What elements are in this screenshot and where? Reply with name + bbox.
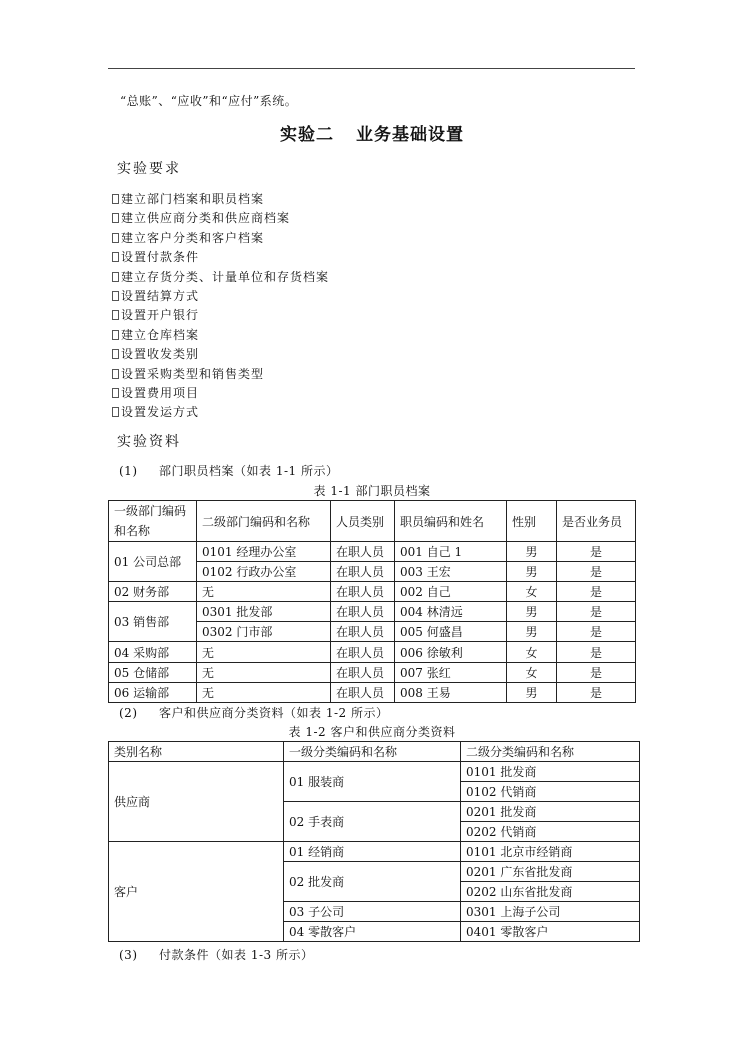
table-cell: 02 批发商 (284, 862, 461, 902)
table-header-row (109, 742, 640, 762)
table-cell: 是 (557, 662, 636, 682)
header-cell: 是否业务员 (557, 501, 636, 542)
table-cell: 03 子公司 (284, 902, 461, 922)
table-cell: 女 (507, 642, 557, 662)
bullet-icon (112, 252, 119, 262)
header-cell: 二级分类编码和名称 (461, 742, 640, 762)
list-item: 设置发运方式 (112, 403, 329, 422)
list-item: 建立存货分类、计量单位和存货档案 (112, 268, 329, 287)
table-cell: 0201 广东省批发商 (461, 862, 640, 882)
header-cell: 性别 (507, 501, 557, 542)
table-cell: 在职人员 (331, 542, 395, 562)
table-row (109, 682, 636, 702)
table-cell: 02 手表商 (284, 802, 461, 842)
requirements-list (112, 190, 329, 423)
table-cell: 0301 批发部 (197, 602, 331, 622)
list-item: 设置收发类别 (112, 345, 329, 364)
item1-line: (1) 部门职员档案（如表 1-1 所示） (119, 464, 339, 478)
header-cell: 职员编码和姓名 (395, 501, 507, 542)
table-cell: 是 (557, 682, 636, 702)
intro-text: “总账”、“应收”和“应付”系统。 (120, 94, 298, 108)
bullet-icon (112, 349, 119, 359)
title-part2: 业务基础设置 (356, 125, 464, 145)
table-cell: 003 王宏 (395, 562, 507, 582)
requirements-heading: 实验要求 (117, 161, 181, 177)
bullet-icon (112, 330, 119, 340)
bullet-icon (112, 213, 119, 223)
category-cell: 客户 (109, 842, 284, 942)
list-item: 建立仓库档案 (112, 326, 329, 345)
table-cell: 007 张红 (395, 662, 507, 682)
bullet-icon (112, 369, 119, 379)
bullet-icon (112, 272, 119, 282)
table-row (109, 582, 636, 602)
header-cell: 一级分类编码和名称 (284, 742, 461, 762)
table-cell: 04 采购部 (109, 642, 197, 662)
table-cell: 女 (507, 662, 557, 682)
table-cell: 女 (507, 582, 557, 602)
table-cell: 0301 上海子公司 (461, 902, 640, 922)
table-cell: 01 公司总部 (109, 542, 197, 582)
table-row (109, 642, 636, 662)
table-cell: 0302 门市部 (197, 622, 331, 642)
table-cell: 006 徐敏利 (395, 642, 507, 662)
list-item: 设置采购类型和销售类型 (112, 365, 329, 384)
table-cell: 男 (507, 682, 557, 702)
table-cell: 0102 代销商 (461, 782, 640, 802)
header-cell: 人员类别 (331, 501, 395, 542)
table-cell: 在职人员 (331, 682, 395, 702)
table1-caption: 表 1-1 部门职员档案 (313, 484, 431, 498)
table-cell: 男 (507, 602, 557, 622)
table2-caption: 表 1-2 客户和供应商分类资料 (288, 725, 456, 739)
bullet-icon (112, 407, 119, 417)
table-cell: 在职人员 (331, 562, 395, 582)
table-header-row (109, 501, 636, 542)
table-cell: 002 自己 (395, 582, 507, 602)
table-cell: 是 (557, 622, 636, 642)
table-cell: 无 (197, 582, 331, 602)
table-cell: 在职人员 (331, 582, 395, 602)
bullet-icon (112, 291, 119, 301)
table-cell: 02 财务部 (109, 582, 197, 602)
table-row (109, 542, 636, 562)
bullet-icon (112, 388, 119, 398)
page-title (0, 120, 744, 145)
table-cell: 03 销售部 (109, 602, 197, 642)
table-cell: 0102 行政办公室 (197, 562, 331, 582)
table-cell: 男 (507, 562, 557, 582)
table-cell: 是 (557, 602, 636, 622)
category-cell: 供应商 (109, 762, 284, 842)
table-row (109, 662, 636, 682)
table-cell: 在职人员 (331, 642, 395, 662)
table-cell: 001 自己 1 (395, 542, 507, 562)
table-row (109, 842, 640, 862)
table-cell: 0201 批发商 (461, 802, 640, 822)
bullet-icon (112, 310, 119, 320)
table-cell: 0202 代销商 (461, 822, 640, 842)
table-cell: 是 (557, 642, 636, 662)
table-cell: 男 (507, 542, 557, 562)
table-cell: 05 仓储部 (109, 662, 197, 682)
table-cell: 在职人员 (331, 622, 395, 642)
bullet-icon (112, 194, 119, 204)
table-cell: 无 (197, 662, 331, 682)
table-cell: 无 (197, 682, 331, 702)
table-cell: 005 何盛昌 (395, 622, 507, 642)
bullet-icon (112, 233, 119, 243)
table-cell: 在职人员 (331, 602, 395, 622)
table-cell: 是 (557, 582, 636, 602)
list-item: 设置结算方式 (112, 287, 329, 306)
list-item: 设置开户银行 (112, 306, 329, 325)
table-cell: 06 运输部 (109, 682, 197, 702)
materials-heading: 实验资料 (117, 434, 181, 450)
title-part1: 实验二 (280, 125, 334, 145)
table-cell: 01 服装商 (284, 762, 461, 802)
table-cell: 004 林清远 (395, 602, 507, 622)
table-cell: 0101 北京市经销商 (461, 842, 640, 862)
table-cell: 是 (557, 562, 636, 582)
header-cell: 一级部门编码和名称 (109, 501, 197, 542)
table-cell: 04 零散客户 (284, 922, 461, 942)
table-cell: 是 (557, 542, 636, 562)
item3-line: (3) 付款条件（如表 1-3 所示） (119, 948, 314, 962)
table-cell: 0101 批发商 (461, 762, 640, 782)
list-item: 设置费用项目 (112, 384, 329, 403)
table-cell: 01 经销商 (284, 842, 461, 862)
list-item: 设置付款条件 (112, 248, 329, 267)
item2-line: (2) 客户和供应商分类资料（如表 1-2 所示） (119, 706, 389, 720)
table-cell: 无 (197, 642, 331, 662)
header-cell: 类别名称 (109, 742, 284, 762)
header-rule (108, 68, 635, 69)
dept-staff-table (108, 500, 636, 703)
table-cell: 在职人员 (331, 662, 395, 682)
customer-supplier-class-table (108, 741, 640, 942)
list-item: 建立客户分类和客户档案 (112, 229, 329, 248)
table-cell: 0202 山东省批发商 (461, 882, 640, 902)
list-item: 建立供应商分类和供应商档案 (112, 209, 329, 228)
table-row (109, 762, 640, 782)
table-cell: 0401 零散客户 (461, 922, 640, 942)
table-cell: 008 王易 (395, 682, 507, 702)
table-cell: 男 (507, 622, 557, 642)
list-item: 建立部门档案和职员档案 (112, 190, 329, 209)
header-cell: 二级部门编码和名称 (197, 501, 331, 542)
table-cell: 0101 经理办公室 (197, 542, 331, 562)
table-row (109, 602, 636, 622)
